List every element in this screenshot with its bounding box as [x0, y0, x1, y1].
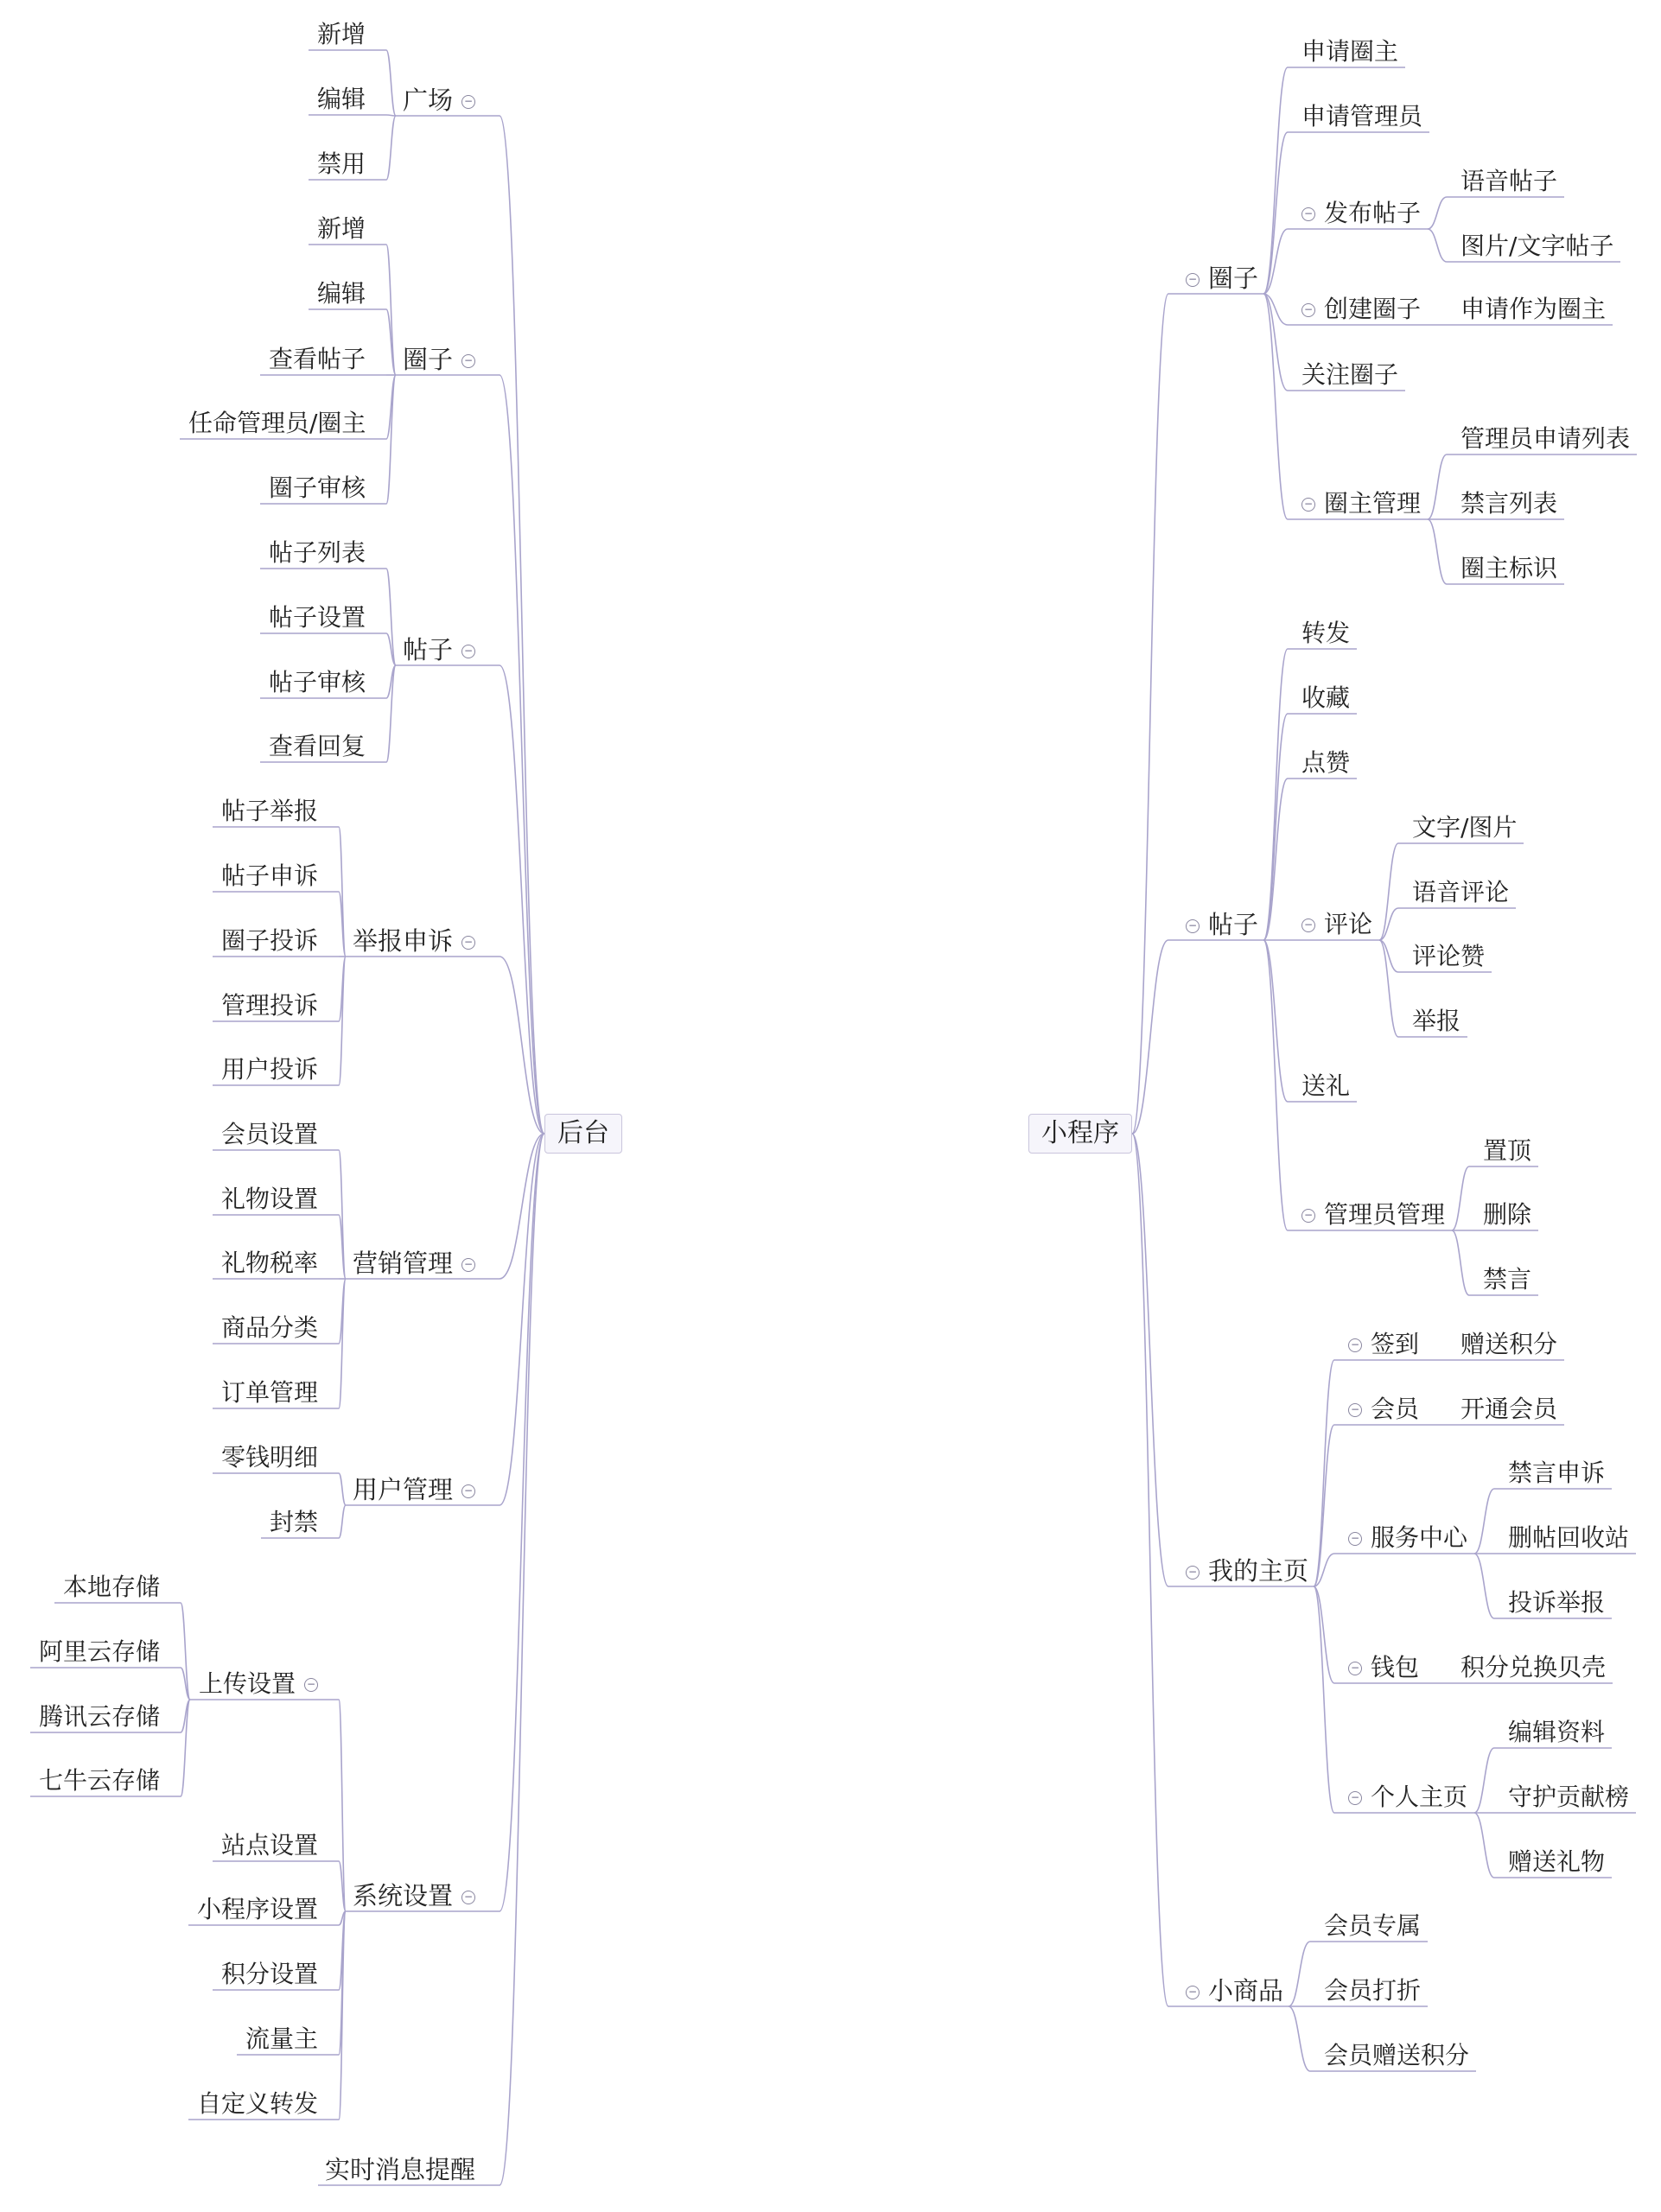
left-item-6-1-label: 站点设置 — [221, 1831, 319, 1859]
left-root-edge — [500, 1134, 544, 1505]
right-subitem-1-3-1[interactable] — [1412, 877, 1509, 908]
right-branch-0-label: 圈子 — [1208, 264, 1259, 293]
left-item-6-0[interactable] — [199, 1669, 318, 1700]
left-item-4-2-label: 礼物税率 — [221, 1249, 319, 1277]
left-item-1-0[interactable] — [317, 213, 366, 245]
left-branch-1[interactable] — [403, 344, 475, 375]
right-subitem-1-5-2-label: 禁言 — [1483, 1265, 1532, 1294]
right-item-edge — [1428, 197, 1447, 229]
right-item-1-0-label: 转发 — [1301, 619, 1351, 647]
right-item-1-5[interactable] — [1301, 1199, 1445, 1230]
right-item-0-3[interactable] — [1301, 294, 1421, 325]
left-item-6-2[interactable] — [197, 1894, 318, 1925]
root-node-backend-label: 后台 — [557, 1118, 609, 1148]
right-item-3-1-label: 会员打折 — [1324, 1976, 1422, 2005]
left-item-3-4-label: 用户投诉 — [221, 1055, 319, 1084]
collapse-toggle-icon[interactable]: − — [461, 354, 475, 368]
right-item-0-5[interactable] — [1301, 488, 1421, 519]
left-branch-edge — [386, 116, 396, 180]
left-root-edge — [500, 116, 544, 1134]
right-subitem-0-2-1-label: 图片/文字帖子 — [1461, 232, 1614, 260]
right-subitem-2-1-0[interactable] — [1461, 1394, 1557, 1425]
left-item-1-2[interactable] — [269, 344, 366, 375]
left-root-edge — [500, 375, 544, 1134]
right-branch-edge — [1289, 1942, 1310, 2006]
collapse-toggle-icon[interactable]: − — [1348, 1791, 1362, 1805]
right-subitem-2-2-0-label: 禁言申诉 — [1508, 1459, 1606, 1487]
left-item-1-4[interactable] — [269, 473, 366, 504]
left-item-3-3-label: 管理投诉 — [221, 991, 319, 1020]
collapse-toggle-icon[interactable]: − — [1348, 1338, 1362, 1352]
right-subitem-2-0-0-label: 赠送积分 — [1461, 1330, 1558, 1358]
right-subitem-2-2-0[interactable] — [1508, 1458, 1605, 1489]
left-branch-edge — [339, 1473, 346, 1505]
right-subitem-2-1-0-label: 开通会员 — [1461, 1395, 1558, 1423]
right-subitem-2-0-0[interactable] — [1461, 1329, 1557, 1360]
left-item-0-0-label: 新增 — [317, 20, 366, 48]
right-item-0-3-label: 创建圈子 — [1324, 295, 1422, 323]
left-item-3-1-label: 帖子申诉 — [221, 861, 319, 890]
left-item-6-5-label: 自定义转发 — [197, 2089, 319, 2118]
left-branch-4[interactable] — [353, 1248, 475, 1279]
right-subitem-0-3-0[interactable] — [1461, 294, 1606, 325]
left-subitem-6-0-2[interactable] — [39, 1701, 160, 1732]
right-branch-3[interactable] — [1186, 1975, 1283, 2006]
left-branch-edge — [339, 1279, 346, 1408]
right-item-0-5-label: 圈主管理 — [1324, 489, 1422, 518]
left-subitem-6-0-2-label: 腾讯云存储 — [39, 1702, 161, 1731]
right-subitem-0-3-0-label: 申请作为圈主 — [1461, 295, 1607, 323]
left-branch-0[interactable] — [403, 85, 475, 116]
left-item-2-0[interactable] — [269, 537, 366, 569]
right-item-3-2[interactable] — [1324, 2040, 1469, 2071]
right-subitem-2-4-1[interactable] — [1508, 1782, 1629, 1813]
root-node-mini-program-label: 小程序 — [1041, 1118, 1119, 1148]
right-item-1-4-label: 送礼 — [1301, 1071, 1351, 1100]
right-item-0-4-label: 关注圈子 — [1301, 360, 1399, 389]
left-subitem-6-0-3[interactable] — [39, 1765, 160, 1796]
left-branch-5[interactable] — [353, 1474, 475, 1505]
collapse-toggle-icon[interactable]: − — [1301, 1209, 1315, 1223]
collapse-toggle-icon[interactable]: − — [1348, 1662, 1362, 1675]
right-branch-1-label: 帖子 — [1208, 910, 1259, 939]
right-subitem-2-3-0[interactable] — [1461, 1652, 1606, 1683]
right-branch-edge — [1314, 1586, 1334, 1813]
collapse-toggle-icon[interactable]: − — [461, 1484, 475, 1498]
left-item-0-0[interactable] — [317, 19, 366, 50]
right-item-2-1-label: 会员 — [1371, 1395, 1420, 1423]
right-subitem-0-5-2-label: 圈主标识 — [1461, 554, 1558, 582]
left-item-1-3-label: 任命管理员/圈主 — [188, 409, 366, 437]
right-branch-2-label: 我的主页 — [1208, 1556, 1309, 1586]
left-item-6-5[interactable] — [197, 2088, 318, 2120]
collapse-toggle-icon[interactable]: − — [1186, 1986, 1200, 1999]
left-item-1-4-label: 圈子审核 — [269, 474, 366, 502]
right-item-3-0[interactable] — [1324, 1910, 1421, 1942]
left-item-1-3[interactable] — [188, 408, 366, 439]
left-item-1-1-label: 编辑 — [317, 279, 366, 308]
left-item-6-3[interactable] — [221, 1959, 318, 1990]
right-branch-edge — [1289, 2006, 1310, 2071]
left-branch-edge — [339, 1505, 346, 1538]
right-subitem-1-3-0-label: 文字/图片 — [1412, 813, 1518, 842]
left-item-3-1[interactable] — [221, 861, 318, 892]
right-subitem-1-5-0[interactable] — [1483, 1135, 1531, 1166]
right-branch-edge — [1314, 1360, 1334, 1586]
left-branch-7-label: 实时消息提醒 — [325, 2155, 476, 2184]
right-item-0-4[interactable] — [1301, 359, 1398, 391]
collapse-toggle-icon[interactable]: − — [1301, 918, 1315, 932]
right-item-2-0-label: 签到 — [1371, 1330, 1420, 1358]
collapse-toggle-icon[interactable]: − — [1301, 303, 1315, 317]
right-subitem-1-5-0-label: 置顶 — [1483, 1136, 1532, 1165]
right-subitem-1-3-2[interactable] — [1412, 941, 1485, 972]
right-item-0-2-label: 发布帖子 — [1324, 199, 1422, 227]
left-item-5-0[interactable] — [221, 1442, 318, 1473]
left-branch-edge — [339, 1150, 346, 1279]
right-item-1-1-label: 收藏 — [1301, 683, 1351, 712]
left-branch-edge — [339, 827, 346, 957]
right-item-3-2-label: 会员赠送积分 — [1324, 2041, 1470, 2069]
right-root-edge — [1132, 294, 1168, 1134]
right-item-1-0[interactable] — [1301, 618, 1350, 649]
right-branch-edge — [1314, 1586, 1334, 1683]
left-branch-7[interactable] — [325, 2154, 475, 2185]
left-item-2-3-label: 查看回复 — [269, 732, 366, 760]
right-branch-2[interactable] — [1186, 1555, 1308, 1586]
right-item-0-0[interactable] — [1301, 36, 1398, 67]
left-item-3-0[interactable] — [221, 796, 318, 827]
left-subitem-6-0-3-label: 七牛云存储 — [39, 1766, 161, 1795]
left-item-1-0-label: 新增 — [317, 214, 366, 243]
right-branch-edge — [1263, 294, 1288, 519]
right-subitem-1-3-3[interactable] — [1412, 1006, 1461, 1037]
left-branch-edge — [386, 50, 396, 116]
left-item-1-2-label: 查看帖子 — [269, 345, 366, 373]
right-branch-1[interactable] — [1186, 909, 1258, 940]
right-item-edge — [1474, 1489, 1494, 1554]
right-item-0-2[interactable] — [1301, 198, 1421, 229]
right-subitem-2-3-0-label: 积分兑换贝壳 — [1461, 1653, 1607, 1681]
right-subitem-0-5-0-label: 管理员申请列表 — [1461, 424, 1631, 453]
right-root-edge — [1132, 1134, 1168, 1586]
left-item-4-3[interactable] — [221, 1313, 318, 1344]
left-branch-3-label: 举报申诉 — [353, 926, 454, 956]
left-item-4-1[interactable] — [221, 1184, 318, 1215]
collapse-toggle-icon[interactable]: − — [1348, 1532, 1362, 1546]
right-subitem-1-5-1[interactable] — [1483, 1199, 1531, 1230]
right-branch-edge — [1263, 714, 1288, 940]
left-subitem-6-0-1[interactable] — [39, 1637, 160, 1668]
right-subitem-1-5-1-label: 删除 — [1483, 1200, 1532, 1229]
left-branch-3[interactable] — [353, 925, 475, 957]
right-item-1-3-label: 评论 — [1324, 910, 1373, 938]
left-item-5-1[interactable] — [270, 1507, 318, 1538]
left-branch-2-label: 帖子 — [403, 635, 454, 664]
left-item-4-2[interactable] — [221, 1248, 318, 1279]
right-item-2-3-label: 钱包 — [1371, 1653, 1420, 1681]
right-subitem-0-5-1[interactable] — [1461, 488, 1557, 519]
right-item-edge — [1428, 519, 1447, 584]
left-item-3-4[interactable] — [221, 1054, 318, 1085]
right-subitem-0-5-1-label: 禁言列表 — [1461, 489, 1558, 518]
left-item-2-0-label: 帖子列表 — [269, 538, 366, 567]
right-subitem-1-5-2[interactable] — [1483, 1264, 1531, 1295]
left-branch-5-label: 用户管理 — [353, 1475, 454, 1504]
right-item-0-1[interactable] — [1301, 101, 1422, 132]
right-subitem-0-2-0[interactable] — [1461, 166, 1557, 197]
right-item-edge — [1428, 454, 1447, 519]
right-item-2-3[interactable] — [1348, 1652, 1419, 1683]
right-branch-edge — [1263, 132, 1288, 294]
left-item-1-1[interactable] — [317, 278, 366, 309]
left-item-0-1[interactable] — [317, 84, 366, 115]
right-item-2-2[interactable] — [1348, 1522, 1467, 1554]
right-item-edge — [1452, 1230, 1469, 1295]
right-subitem-1-3-3-label: 举报 — [1412, 1007, 1461, 1035]
right-subitem-0-5-2[interactable] — [1461, 553, 1557, 584]
left-item-5-0-label: 零钱明细 — [221, 1443, 319, 1471]
left-item-3-3[interactable] — [221, 990, 318, 1021]
right-item-1-2-label: 点赞 — [1301, 748, 1351, 777]
right-item-edge — [1452, 1166, 1469, 1230]
left-item-2-2[interactable] — [269, 667, 366, 698]
right-branch-edge — [1263, 649, 1288, 940]
right-branch-edge — [1263, 940, 1288, 1230]
right-subitem-2-2-1[interactable] — [1508, 1522, 1629, 1554]
left-item-6-3-label: 积分设置 — [221, 1960, 319, 1988]
left-item-2-2-label: 帖子审核 — [269, 668, 366, 696]
left-item-2-1-label: 帖子设置 — [269, 603, 366, 632]
left-item-0-1-label: 编辑 — [317, 85, 366, 113]
right-item-2-2-label: 服务中心 — [1371, 1523, 1468, 1552]
right-item-1-3[interactable] — [1301, 909, 1372, 940]
right-subitem-2-4-0-label: 编辑资料 — [1508, 1718, 1606, 1746]
right-subitem-2-4-0[interactable] — [1508, 1717, 1605, 1748]
left-root-edge — [500, 1134, 544, 1279]
right-item-edge — [1474, 1554, 1494, 1618]
left-branch-edge — [386, 245, 396, 375]
left-item-6-4[interactable] — [245, 2024, 318, 2055]
collapse-toggle-icon[interactable]: − — [304, 1678, 318, 1692]
collapse-toggle-icon[interactable]: − — [1301, 498, 1315, 512]
left-item-0-2-label: 禁用 — [317, 149, 366, 178]
left-subitem-6-0-1-label: 阿里云存储 — [39, 1637, 161, 1666]
left-item-4-0-label: 会员设置 — [221, 1120, 319, 1148]
left-item-4-1-label: 礼物设置 — [221, 1185, 319, 1213]
right-branch-0[interactable] — [1186, 263, 1258, 294]
collapse-toggle-icon[interactable]: − — [1301, 207, 1315, 221]
left-item-5-1-label: 封禁 — [270, 1508, 319, 1536]
left-item-4-3-label: 商品分类 — [221, 1313, 319, 1342]
right-subitem-2-4-2[interactable] — [1508, 1847, 1605, 1878]
left-item-3-2-label: 圈子投诉 — [221, 926, 319, 955]
right-item-2-4-label: 个人主页 — [1371, 1783, 1468, 1811]
collapse-toggle-icon[interactable]: − — [461, 936, 475, 950]
left-item-6-1[interactable] — [221, 1830, 318, 1861]
left-branch-6-label: 系统设置 — [353, 1881, 454, 1910]
left-branch-edge — [386, 375, 396, 504]
right-item-1-5-label: 管理员管理 — [1324, 1200, 1446, 1229]
left-branch-0-label: 广场 — [403, 86, 454, 115]
left-item-6-2-label: 小程序设置 — [197, 1895, 319, 1923]
left-root-edge — [500, 1134, 544, 1911]
collapse-toggle-icon[interactable]: − — [461, 95, 475, 109]
left-item-4-0[interactable] — [221, 1119, 318, 1150]
right-item-3-0-label: 会员专属 — [1324, 1911, 1422, 1940]
left-root-edge — [500, 1134, 544, 2185]
right-branch-3-label: 小商品 — [1208, 1976, 1284, 2005]
right-subitem-2-2-2[interactable] — [1508, 1587, 1605, 1618]
right-item-0-1-label: 申请管理员 — [1301, 102, 1423, 130]
right-subitem-2-2-1-label: 删帖回收站 — [1508, 1523, 1630, 1552]
right-item-2-0[interactable] — [1348, 1329, 1419, 1360]
collapse-toggle-icon[interactable]: − — [1186, 1566, 1200, 1580]
right-subitem-2-4-1-label: 守护贡献榜 — [1508, 1783, 1630, 1811]
root-node-backend[interactable] — [544, 1114, 622, 1154]
right-item-edge — [1428, 229, 1447, 262]
right-subitem-0-2-0-label: 语音帖子 — [1461, 167, 1558, 195]
left-item-2-1[interactable] — [269, 602, 366, 633]
left-item-4-4[interactable] — [221, 1377, 318, 1408]
right-subitem-1-3-1-label: 语音评论 — [1412, 878, 1510, 906]
left-item-3-0-label: 帖子举报 — [221, 797, 319, 825]
left-item-4-4-label: 订单管理 — [221, 1378, 319, 1407]
left-branch-6[interactable] — [353, 1880, 475, 1911]
right-subitem-2-4-2-label: 赠送礼物 — [1508, 1847, 1606, 1876]
right-subitem-1-3-0[interactable] — [1412, 812, 1517, 843]
left-branch-1-label: 圈子 — [403, 345, 454, 374]
left-item-6-0-label: 上传设置 — [199, 1669, 296, 1698]
root-node-mini-program[interactable] — [1028, 1114, 1132, 1154]
collapse-toggle-icon[interactable]: − — [461, 1891, 475, 1904]
right-subitem-2-2-2-label: 投诉举报 — [1508, 1588, 1606, 1617]
left-subitem-6-0-0-label: 本地存储 — [63, 1573, 161, 1601]
right-item-edge — [1474, 1748, 1494, 1813]
collapse-toggle-icon[interactable]: − — [1186, 919, 1200, 933]
right-item-1-1[interactable] — [1301, 683, 1350, 714]
right-branch-edge — [1314, 1425, 1334, 1586]
right-subitem-0-2-1[interactable] — [1461, 231, 1613, 262]
left-item-0-2[interactable] — [317, 149, 366, 180]
right-item-edge — [1474, 1813, 1494, 1878]
left-item-2-3[interactable] — [269, 731, 366, 762]
collapse-toggle-icon[interactable]: − — [461, 645, 475, 658]
left-subitem-6-0-0[interactable] — [63, 1572, 160, 1603]
collapse-toggle-icon[interactable]: − — [1186, 273, 1200, 287]
right-item-2-4[interactable] — [1348, 1782, 1467, 1813]
right-subitem-0-5-0[interactable] — [1461, 423, 1630, 454]
right-item-1-4[interactable] — [1301, 1071, 1350, 1102]
right-item-0-0-label: 申请圈主 — [1301, 37, 1399, 66]
collapse-toggle-icon[interactable]: − — [461, 1258, 475, 1272]
collapse-toggle-icon[interactable]: − — [1348, 1403, 1362, 1417]
left-branch-4-label: 营销管理 — [353, 1249, 454, 1278]
left-item-6-4-label: 流量主 — [245, 2024, 319, 2053]
right-item-1-2[interactable] — [1301, 747, 1350, 779]
right-item-2-1[interactable] — [1348, 1394, 1419, 1425]
right-subitem-1-3-2-label: 评论赞 — [1412, 942, 1486, 970]
right-item-3-1[interactable] — [1324, 1975, 1421, 2006]
left-item-3-2[interactable] — [221, 925, 318, 957]
left-branch-2[interactable] — [403, 634, 475, 665]
